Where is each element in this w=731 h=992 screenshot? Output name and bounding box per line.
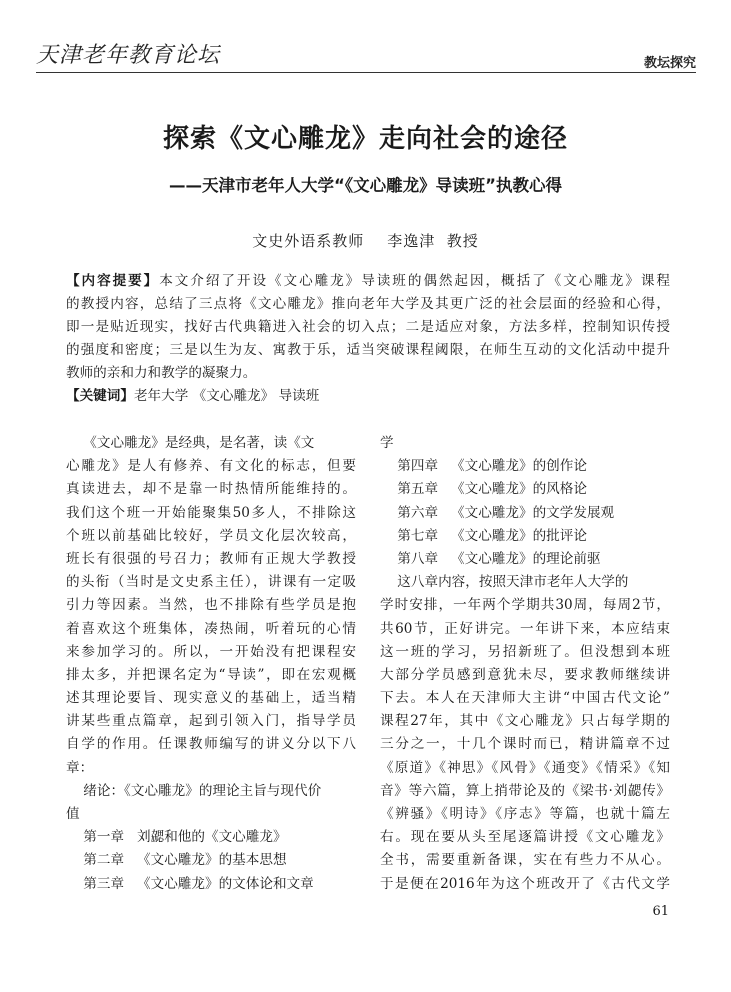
body-line: 讲某些重点篇章，起到引领入门，指导学员 <box>66 713 356 730</box>
abstract-line: 教师的亲和力和教学的凝聚力。 <box>66 365 257 381</box>
article-subtitle: ——天津市老年人大学“《文心雕龙》导读班”执教心得 <box>169 176 562 195</box>
body-line: 《辨骚》《明诗》《序志》等篇，也就十篇左 <box>380 806 670 822</box>
abstract-line: 【内容提要】本文介绍了开设《文心雕龙》导读班的偶然起因，概括了《文心雕龙》课程 <box>66 273 671 289</box>
body-line: 个班以前基础比较好，学员文化层次较高， <box>66 527 356 544</box>
chapter-line: 第三章 《文心雕龙》的文体论和文章 <box>66 875 314 892</box>
abstract-line: 的强度和密度；三是以生为友、寓教于乐，适当突破课程阈限，在师生互动的文化活动中提升 <box>66 342 670 358</box>
body-line: 这八章内容，按照天津市老年人大学的 <box>380 574 629 591</box>
keywords-label: 【关键词】 <box>66 388 134 404</box>
body-line: 于是便在2016年为这个班改开了《古代文学 <box>380 875 670 892</box>
body-line: 我们这个班一开始能聚集50多人，不排除这 <box>66 504 356 521</box>
body-line: 排太多，并把课名定为“导读”，即在宏观概 <box>66 666 356 683</box>
body-line: 绪论：《文心雕龙》的理论主旨与现代价 <box>66 782 322 799</box>
abstract-line: 的教授内容，总结了三点将《文心雕龙》推向老年大学及其更广泛的社会层面的经验和心得， <box>66 296 670 312</box>
journal-logo: 天津老年教育论坛 <box>36 43 221 68</box>
body-line: 右。现在要从头至尾逐篇讲授《文心雕龙》 <box>380 829 670 846</box>
body-line: 下去。本人在天津师大主讲“中国古代文论” <box>380 690 670 707</box>
chapter-line: 第四章 《文心雕龙》的创作论 <box>380 458 587 475</box>
body-line: 值 <box>66 806 80 822</box>
body-line: 三分之一，十几个课时而已，精讲篇章不过 <box>380 736 670 753</box>
header-rule <box>36 72 696 73</box>
body-line: 共60节，正好讲完。一年讲下来，本应结束 <box>380 620 670 637</box>
body-left-column <box>66 432 356 896</box>
abstract-label: 【内容提要】 <box>66 273 160 289</box>
keywords-line <box>66 385 670 408</box>
body-line: 来参加学习的。所以，一开始没有把课程安 <box>66 643 356 660</box>
abstract-block <box>66 270 670 408</box>
chapter-line: 第一章 刘勰和他的《文心雕龙》 <box>66 829 287 846</box>
body-line: 学时安排，一年两个学期共30周，每周2节， <box>380 597 670 614</box>
article-title: 探索《文心雕龙》走向社会的途径 <box>162 124 568 154</box>
body-line: 大部分学员感到意犹未尽，要求教师继续讲 <box>380 666 670 683</box>
body-right-column <box>380 432 670 896</box>
chapter-line: 第五章 《文心雕龙》的风格论 <box>380 481 587 498</box>
body-line: 《文心雕龙》是经典，是名著，读《文 <box>66 435 315 451</box>
body-line: 音》等六篇，算上捎带论及的《梁书·刘勰传》 <box>380 782 670 799</box>
section-label: 教坛探究 <box>643 56 696 71</box>
chapter-line: 第七章 《文心雕龙》的批评论 <box>380 527 587 544</box>
body-line: 的头衔（当时是文史系主任），讲课有一定吸 <box>66 574 356 591</box>
body-line: 着喜欢这个班集体，凑热闹，听着玩的心情 <box>66 620 356 637</box>
keywords: 老年大学 《文心雕龙》 导读班 <box>133 388 320 404</box>
body-line: 《原道》《神思》《风骨》《通变》《情采》《知 <box>380 759 670 776</box>
body-line: 课程27年，其中《文心雕龙》只占每学期的 <box>380 713 670 730</box>
chapter-line: 第二章 《文心雕龙》的基本思想 <box>66 852 287 869</box>
abstract-line: 即一是贴近现实，找好古代典籍进入社会的切入点；二是适应对象，方法多样，控制知识传授 <box>66 319 670 335</box>
body-line: 这一班的学习，另招新班了。但没想到本班 <box>380 643 670 660</box>
page-number: 61 <box>652 904 669 919</box>
body-line: 自学的作用。任课教师编写的讲义分以下八 <box>66 736 356 753</box>
body-line: 学 <box>380 435 394 451</box>
journal-masthead <box>36 38 696 74</box>
body-line: 述其理论要旨、现实意义的基础上，适当精 <box>66 690 356 707</box>
body-line: 真读进去，却不是靠一时热情所能维持的。 <box>66 481 356 498</box>
body-line: 心雕龙》是人有修养、有文化的标志，但要 <box>66 458 356 475</box>
chapter-line: 第六章 《文心雕龙》的文学发展观 <box>380 504 615 521</box>
body-line: 班长有很强的号召力；教师有正规大学教授 <box>66 550 356 567</box>
chapter-line: 第八章 《文心雕龙》的理论前驱 <box>380 550 601 567</box>
body-line: 全书，需要重新备课，实在有些力不从心。 <box>380 852 670 869</box>
body-line: 引力等因素。当然，也不排除有些学员是抱 <box>66 597 356 614</box>
body-line: 章： <box>66 759 94 776</box>
author-byline: 文史外语系教师 李逸津 教授 <box>252 232 479 250</box>
